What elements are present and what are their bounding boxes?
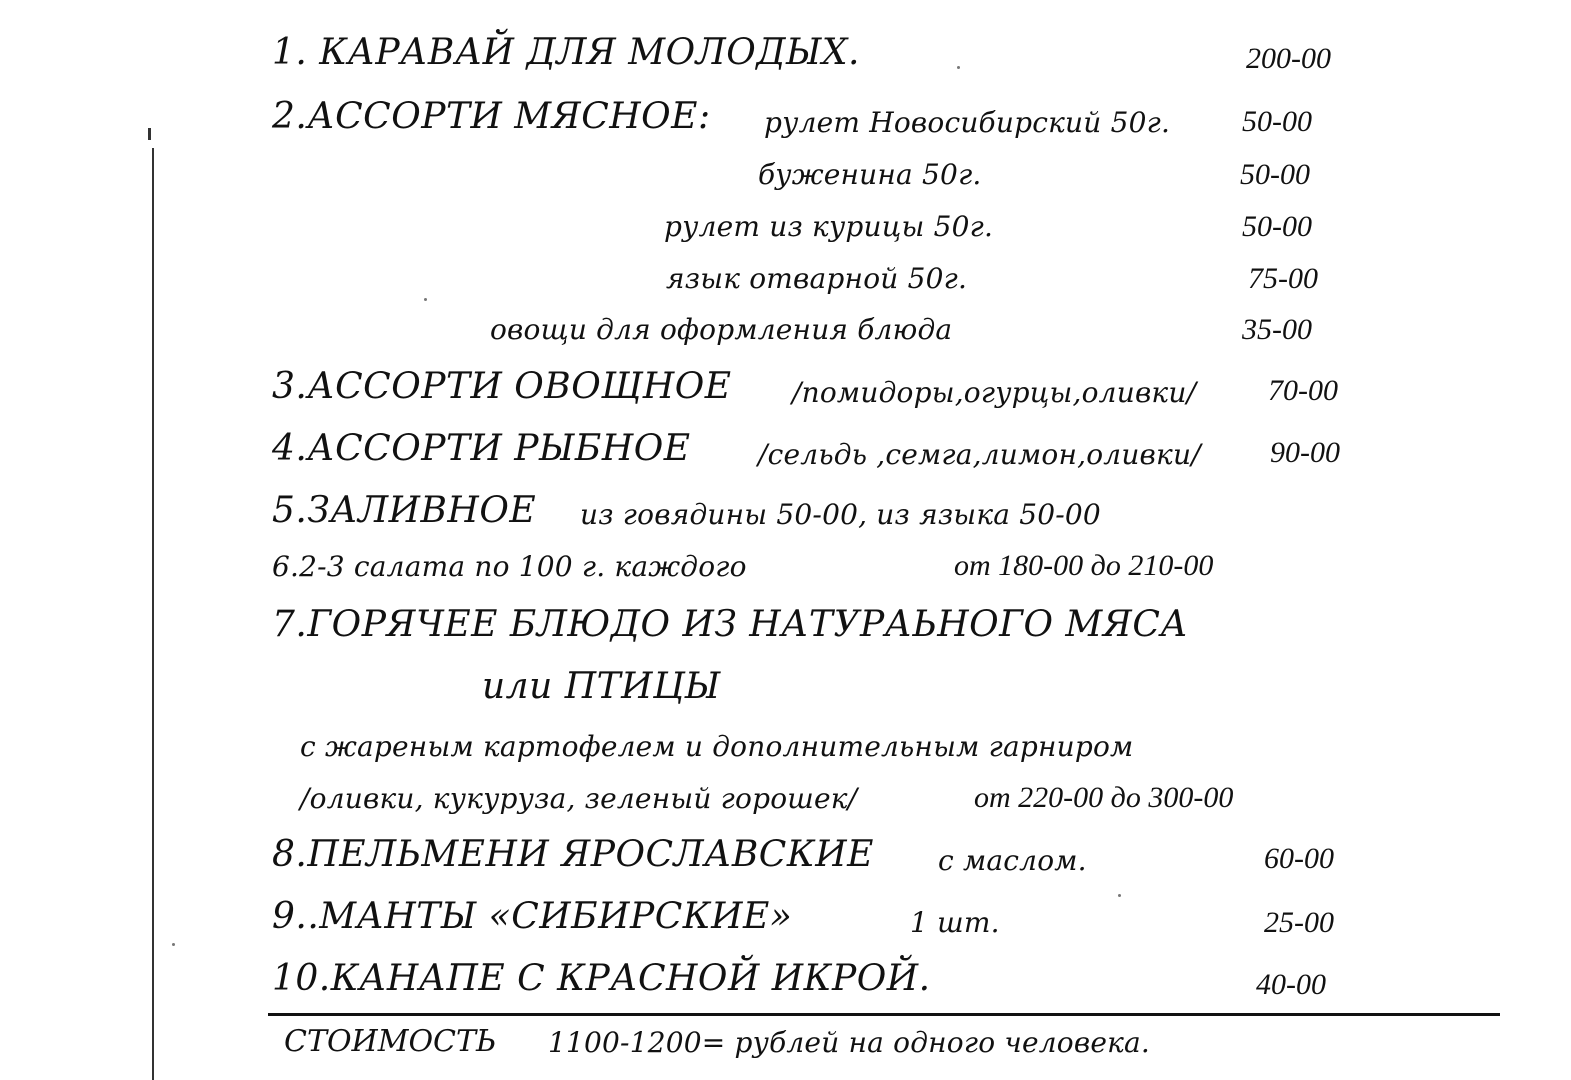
item-9-title: 9..МАНТЫ «СИБИРСКИЕ» [272, 896, 793, 937]
item-2-sub-1-price: 50-00 [1240, 158, 1310, 191]
item-9-desc: 1 шт. [910, 906, 1000, 939]
item-2-title: 2.АССОРТИ МЯСНОЕ: [272, 96, 711, 137]
item-7-title-2: или ПТИЦЫ [482, 666, 721, 707]
divider-line [268, 1013, 1500, 1016]
item-2-sub-3-text: язык отварной 50г. [666, 262, 968, 295]
item-2-first-price: 50-00 [1242, 105, 1312, 138]
item-3-title: 3.АССОРТИ ОВОЩНОЕ [272, 366, 732, 407]
item-9-price: 25-00 [1264, 906, 1334, 939]
speck [172, 943, 175, 946]
item-8-title: 8.ПЕЛЬМЕНИ ЯРОСЛАВСКИЕ [272, 834, 874, 875]
item-5-title: 5.ЗАЛИВНОЕ [272, 490, 537, 531]
item-8-desc: с маслом. [938, 844, 1087, 877]
footer-text: 1100-1200= рублей на одного человека. [548, 1026, 1151, 1059]
item-6-text: 6.2-3 салата по 100 г. каждого [272, 550, 747, 583]
speck [1118, 894, 1121, 897]
item-2-sub-2-price: 50-00 [1242, 210, 1312, 243]
item-2-sub-4-price: 35-00 [1242, 313, 1312, 346]
item-2-sub-4-text: овощи для оформления блюда [490, 313, 953, 346]
item-2-sub-2-text: рулет из курицы 50г. [664, 210, 994, 243]
item-1-price: 200-00 [1246, 42, 1331, 75]
speck [424, 298, 427, 301]
item-4-title: 4.АССОРТИ РЫБНОЕ [272, 428, 691, 469]
speck [957, 66, 960, 69]
item-7-desc-2: /оливки, кукуруза, зеленый горошек/ [300, 782, 858, 815]
margin-line [152, 148, 154, 1080]
item-3-price: 70-00 [1268, 374, 1338, 407]
item-2-sub-1-text: буженина 50г. [758, 158, 982, 191]
item-5-desc: из говядины 50-00, из языка 50-00 [580, 498, 1101, 531]
item-2-sub-3-price: 75-00 [1248, 262, 1318, 295]
item-7-title: 7.ГОРЯЧЕЕ БЛЮДО ИЗ НАТУРАЬНОГО МЯСА [272, 604, 1189, 645]
item-7-desc: с жареным картофелем и дополнительным гарниром [300, 730, 1134, 763]
footer-label: СТОИМОСТЬ [284, 1024, 497, 1059]
item-10-title: 10.КАНАПЕ С КРАСНОЙ ИКРОЙ. [272, 958, 931, 999]
item-2-first-desc: рулет Новосибирский 50г. [764, 106, 1171, 139]
item-7-price: от 220-00 до 300-00 [974, 781, 1234, 814]
item-10-price: 40-00 [1256, 968, 1326, 1001]
item-3-desc: /помидоры,огурцы,оливки/ [792, 376, 1197, 409]
margin-mark [148, 128, 151, 140]
item-1-title: 1. КАРАВАЙ ДЛЯ МОЛОДЫХ. [272, 32, 860, 73]
item-8-price: 60-00 [1264, 842, 1334, 875]
item-6-price: от 180-00 до 210-00 [954, 549, 1214, 582]
item-4-desc: /сельдь ,семга,лимон,оливки/ [758, 438, 1201, 471]
item-4-price: 90-00 [1270, 436, 1340, 469]
